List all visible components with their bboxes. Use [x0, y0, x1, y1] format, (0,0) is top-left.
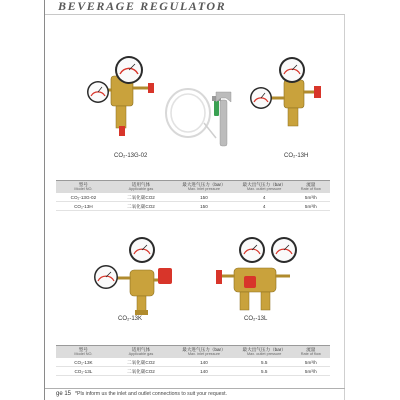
spec-table-header: [56, 181, 330, 194]
regulator-13g-02-image: [87, 56, 154, 136]
caption-co2-13h: CO₂-13H: [284, 153, 309, 159]
header-model: 型号 Model NO.: [56, 346, 111, 359]
table-row: CO₂-13G-02 二氧化碳CO2 150 4 5m³/h: [56, 193, 330, 202]
header-inlet: 最大进气压力（bar） Max. inlet pressure: [171, 181, 237, 194]
left-divider: [44, 0, 45, 400]
right-divider: [344, 14, 345, 400]
regulator-13k-image: [94, 237, 172, 315]
spec-table-bottom: [56, 345, 330, 376]
spec-table-top: [56, 180, 330, 211]
header-outlet: 最大出气压力（bar） Max. outlet pressure: [237, 181, 292, 194]
page-title: BEVERAGE REGULATOR: [58, 0, 227, 13]
header-model: 型号 Model NO.: [56, 181, 111, 194]
header-divider: [45, 14, 345, 15]
header-flow: 流量 Rate of flow: [292, 181, 330, 194]
hose-coil-image: [166, 89, 221, 138]
regulator-13h-image: [250, 57, 321, 126]
regulator-13l-image: [216, 237, 297, 310]
spec-table-header: [56, 346, 330, 359]
caption-co2-13g-02: CO₂-13G-02: [114, 153, 148, 159]
left-margin: [0, 0, 44, 400]
page-number: ge 15: [56, 391, 72, 397]
footer-note: *Pls inform us the inlet and outlet connections to suit your request.: [75, 391, 227, 397]
product-photo-bottom: [56, 230, 334, 337]
caption-co2-13k: CO₂-13K: [118, 316, 143, 322]
header-gas: 适用气体 Applicable gas: [111, 346, 171, 359]
header-gas: 适用气体 Applicable gas: [111, 181, 171, 194]
wrench-image: [216, 92, 231, 146]
header-inlet: 最大进气压力（bar） Max. inlet pressure: [171, 346, 237, 359]
table-row: CO₂-13H 二氧化碳CO2 150 4 5m³/h: [56, 202, 330, 211]
header-flow: 流量 Rate of flow: [292, 346, 330, 359]
header-outlet: 最大出气压力（bar） Max. outlet pressure: [237, 346, 292, 359]
table-row: CO₂-13K 二氧化碳CO2 140 5.5 5m³/h: [56, 358, 330, 367]
caption-co2-13l: CO₂-13L: [244, 316, 268, 322]
product-photo-top: [56, 28, 334, 175]
table-row: CO₂-13L 二氧化碳CO2 140 5.5 5m³/h: [56, 367, 330, 376]
footer-divider: [45, 388, 345, 389]
